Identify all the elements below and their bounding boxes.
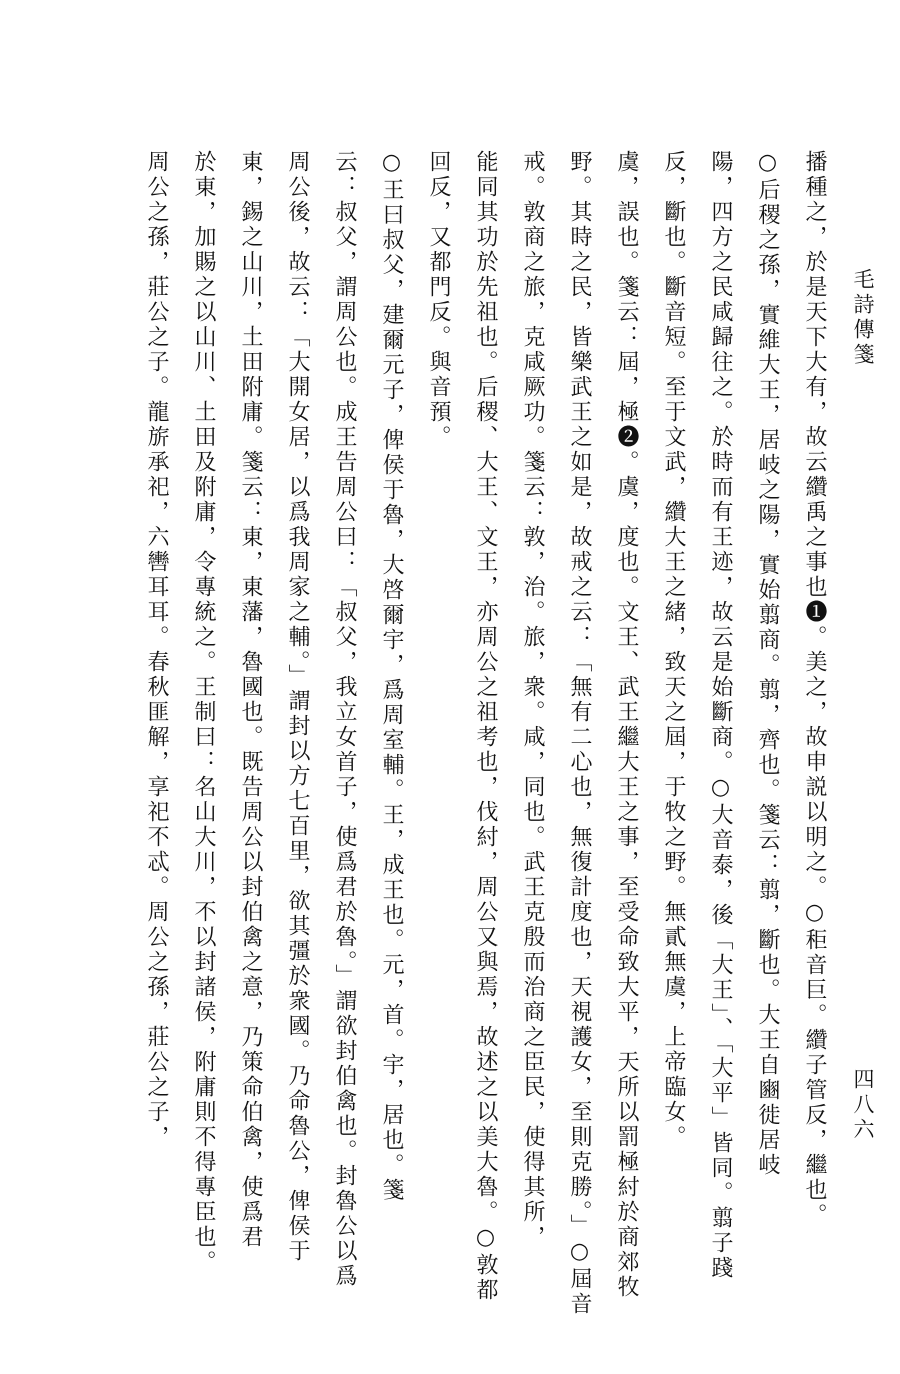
text-line: 陽，四方之民咸歸往之。於時而有王迹，故云是始斷商。○大音泰，後「大王」、「大平」皆同。翦子踐 <box>708 150 733 1281</box>
text-line: ○王曰叔父，建爾元子，俾侯于魯，大啓爾宇，爲周室輔。王，成王也。元，首。宇，居也。箋 <box>379 150 404 1203</box>
text-line: 反，斷也。斷音短。至于文武，纘大王之緒，致天之屆，于牧之野。無貳無虞，上帝臨女。 <box>661 150 686 1150</box>
page-header-title: 毛詩傳箋 <box>851 268 875 368</box>
text-line: 野。其時之民，皆樂武王之如是，故戒之云：「無有二心也，無復計度也，天視護女，至則克勝。」○屆音 <box>567 150 592 1317</box>
text-line: 周公之孫，莊公之子。龍旂承祀，六轡耳耳。春秋匪解，享祀不忒。周公之孫，莊公之子， <box>144 150 169 1150</box>
text-line: 戒。敦商之旅，克咸厥功。箋云：敦，治。旅，衆。咸，同也。武王克殷而治商之臣民，使得其所， <box>520 150 545 1250</box>
text-line: 能同其功於先祖也。后稷、大王、文王，亦周公之祖考也，伐紂，周公又與焉，故述之以美大魯。○敦都 <box>473 150 498 1303</box>
page-number: 四八六 <box>851 1068 875 1143</box>
body-text <box>78 150 838 1350</box>
text-line: 播種之，於是天下大有，故云纘禹之事也❶。美之，故申説以明之。○秬音巨。纘子管反，繼也。 <box>802 150 827 1228</box>
text-line: 周公後，故云：「大開女居，以爲我周家之輔。」謂封以方七百里，欲其彊於衆國。乃命魯公，俾侯于 <box>285 150 310 1264</box>
text-line: 回反，又都門反。與音預。 <box>426 150 451 450</box>
text-line: 云：叔父，謂周公也。成王告周公曰：「叔父，我立女首子，使爲君於魯。」謂欲封伯禽也。封魯公以爲 <box>332 150 357 1289</box>
text-line: 於東，加賜之以山川、土田及附庸，令專統之。王制曰：名山大川，不以封諸侯，附庸則不得專臣也。 <box>191 150 216 1275</box>
text-line: 虞，誤也。箋云：屆，極❷。虞，度也。文王、武王繼大王之事，至受命致大平，天所以罰極紂於商郊牧 <box>614 150 639 1300</box>
text-line: ○后稷之孫，實維大王，居岐之陽，實始翦商。翦，齊也。箋云：翦，斷也。大王自豳徙居岐 <box>755 150 780 1178</box>
text-line: 東，錫之山川，土田附庸。箋云：東，東藩，魯國也。既告周公以封伯禽之意，乃策命伯禽，使爲君 <box>238 150 263 1250</box>
